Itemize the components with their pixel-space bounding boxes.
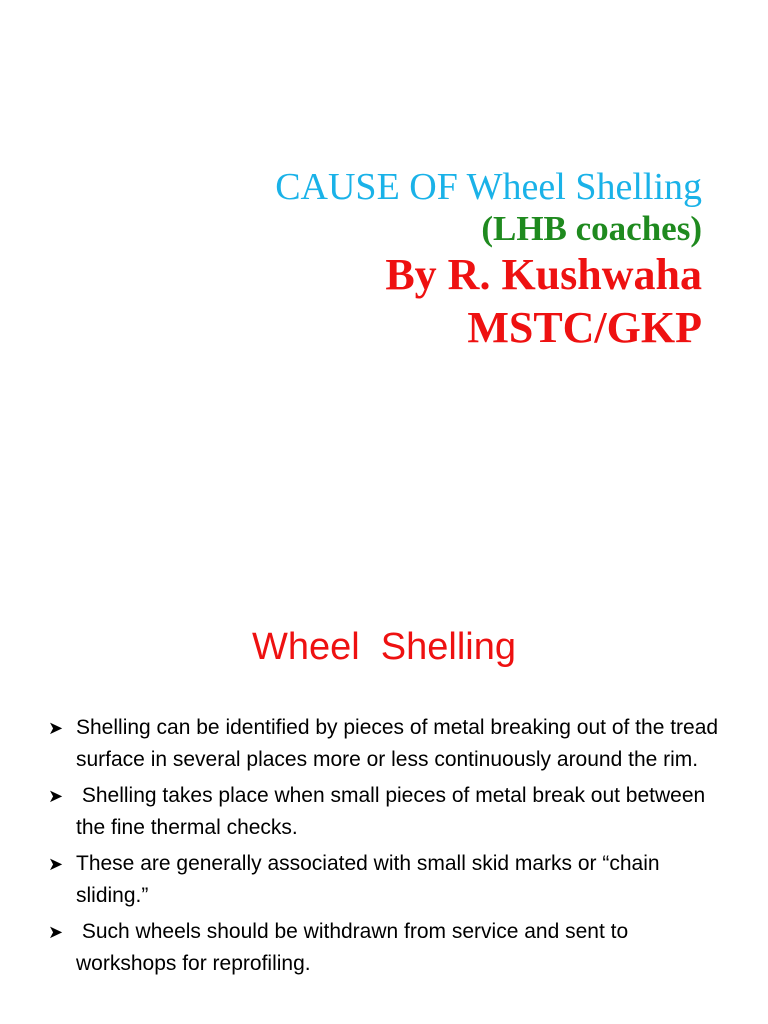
author-name: By R. Kushwaha [385, 249, 702, 299]
arrow-bullet-icon: ➤ [48, 718, 64, 738]
title-block [275, 166, 702, 355]
slide-subtitle-line: (LHB coaches) [481, 208, 702, 248]
list-item [48, 780, 728, 844]
bullet-list [48, 712, 728, 984]
bullet-text: Shelling takes place when small pieces of metal break out between the fine thermal checks. [76, 784, 712, 839]
list-item [48, 712, 728, 776]
bullet-text: Such wheels should be withdrawn from service and sent to workshops for reprofiling. [76, 920, 634, 975]
slide-wheel-shelling [0, 512, 768, 1024]
list-item [48, 916, 728, 980]
arrow-bullet-icon: ➤ [48, 922, 64, 942]
author-affiliation: MSTC/GKP [467, 303, 702, 353]
bullet-text: These are generally associated with small skid marks or “chain sliding.” [76, 852, 666, 907]
arrow-bullet-icon: ➤ [48, 786, 64, 806]
slide-heading: Wheel Shelling [251, 626, 517, 668]
list-item [48, 848, 728, 912]
slide-title-line: CAUSE OF Wheel Shelling [275, 166, 702, 208]
arrow-bullet-icon: ➤ [48, 854, 64, 874]
bullet-text: Shelling can be identified by pieces of metal breaking out of the tread surface in several places more or less continuously around the rim. [76, 716, 724, 771]
